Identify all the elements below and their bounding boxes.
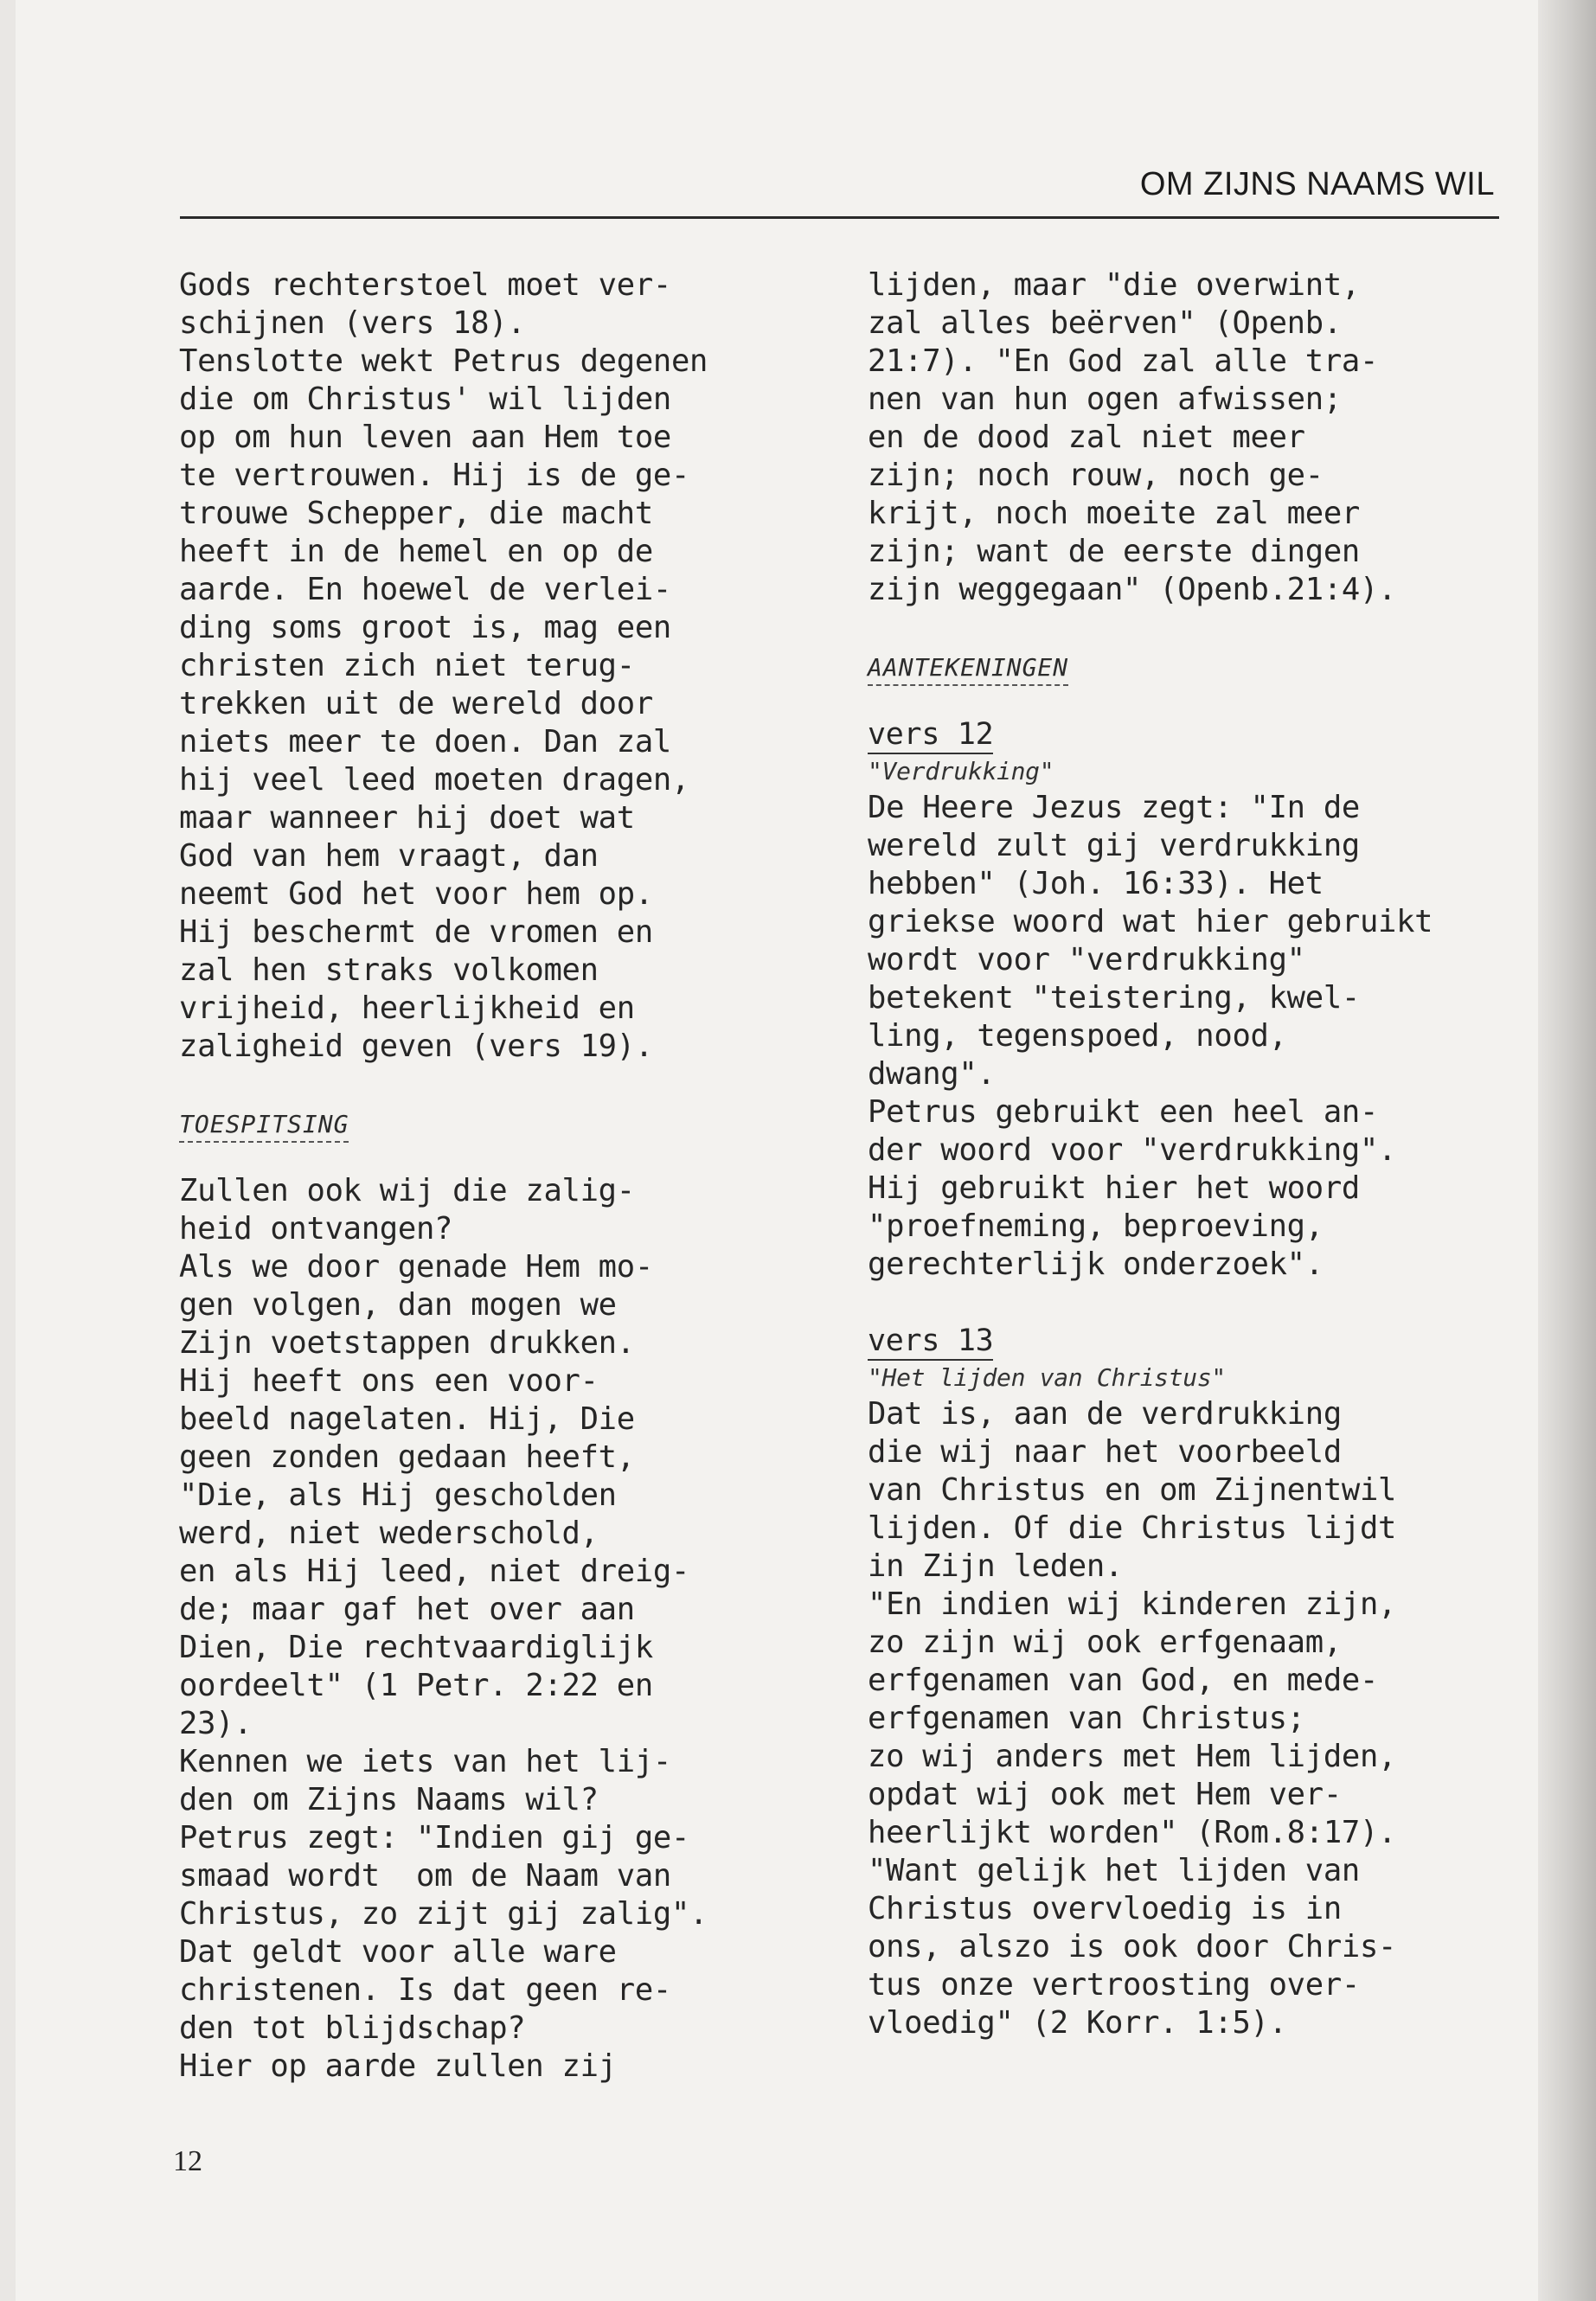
- note-subtitle: "Het lijden van Christus": [868, 1363, 1226, 1392]
- note-label: vers 13: [868, 1324, 993, 1361]
- left-paragraph-2: [179, 1172, 802, 2086]
- running-header-title: OM ZIJNS NAAMS WIL: [1139, 166, 1495, 202]
- text-line: zaligheid geven (vers 19).: [179, 1029, 653, 1064]
- text-line: zijn; want de eerste dingen: [868, 534, 1360, 569]
- text-line: aarde. En hoewel de verlei-: [179, 572, 671, 607]
- text-line: lijden. Of die Christus lijdt: [868, 1510, 1397, 1546]
- text-line: gerechterlijk onderzoek".: [868, 1247, 1324, 1282]
- text-line: van Christus en om Zijnentwil: [868, 1472, 1397, 1508]
- text-line: heeft in de hemel en op de: [179, 534, 653, 569]
- text-line: vrijheid, heerlijkheid en: [179, 990, 635, 1026]
- text-line: werd, niet wederschold,: [179, 1516, 599, 1551]
- text-line: "En indien wij kinderen zijn,: [868, 1586, 1397, 1622]
- header-rule: [180, 216, 1499, 219]
- text-line: lijden, maar "die overwint,: [868, 267, 1360, 303]
- text-line: hij veel leed moeten dragen,: [179, 762, 690, 798]
- text-line: Christus, zo zijt gij zalig".: [179, 1896, 708, 1932]
- text-line: smaad wordt om de Naam van: [179, 1858, 671, 1894]
- left-column: [179, 266, 802, 2086]
- text-line: "Want gelijk het lijden van: [868, 1853, 1360, 1888]
- text-line: vloedig" (2 Korr. 1:5).: [868, 2005, 1287, 2041]
- text-line: Dien, Die rechtvaardiglijk: [179, 1630, 653, 1665]
- text-line: Gods rechterstoel moet ver-: [179, 267, 671, 303]
- text-line: schijnen (vers 18).: [179, 305, 526, 341]
- text-line: oordeelt" (1 Petr. 2:22 en: [179, 1668, 653, 1703]
- text-line: den om Zijns Naams wil?: [179, 1782, 599, 1817]
- text-line: Hij gebruikt hier het woord: [868, 1170, 1360, 1206]
- note-text: [868, 789, 1499, 1284]
- text-line: wereld zult gij verdrukking: [868, 828, 1360, 863]
- text-line: den tot blijdschap?: [179, 2010, 526, 2046]
- text-line: Kennen we iets van het lij-: [179, 1744, 671, 1779]
- page-number: 12: [173, 2145, 202, 2177]
- text-line: Zullen ook wij die zalig-: [179, 1173, 635, 1208]
- text-line: De Heere Jezus zegt: "In de: [868, 790, 1360, 825]
- left-paragraph-1: [179, 266, 802, 1066]
- text-line: niets meer te doen. Dan zal: [179, 724, 671, 760]
- text-line: God van hem vraagt, dan: [179, 838, 599, 874]
- note-subtitle: "Verdrukking": [868, 757, 1054, 785]
- text-line: te vertrouwen. Hij is de ge-: [179, 458, 690, 493]
- text-line: Dat is, aan de verdrukking: [868, 1396, 1342, 1432]
- text-line: zo zijn wij ook erfgenaam,: [868, 1625, 1342, 1660]
- text-line: in Zijn leden.: [868, 1548, 1124, 1584]
- text-line: christen zich niet terug-: [179, 648, 635, 683]
- text-line: trouwe Schepper, die macht: [179, 496, 653, 531]
- text-line: betekent "teistering, kwel-: [868, 980, 1360, 1016]
- text-line: ding soms groot is, mag een: [179, 610, 671, 645]
- text-line: zijn; noch rouw, noch ge-: [868, 458, 1324, 493]
- right-paragraph-1: [868, 266, 1499, 609]
- text-line: maar wanneer hij doet wat: [179, 800, 635, 836]
- text-line: heid ontvangen?: [179, 1211, 453, 1247]
- text-line: en als Hij leed, niet dreig-: [179, 1554, 690, 1589]
- text-line: die wij naar het voorbeeld: [868, 1434, 1342, 1470]
- text-line: nen van hun ogen afwissen;: [868, 381, 1342, 417]
- text-line: christenen. Is dat geen re-: [179, 1972, 671, 2008]
- text-line: neemt God het voor hem op.: [179, 876, 653, 912]
- note-vers-13: [868, 1322, 1499, 2042]
- text-line: Zijn voetstappen drukken.: [179, 1325, 635, 1361]
- text-line: die om Christus' wil lijden: [179, 381, 671, 417]
- section-heading-aantekeningen: [868, 647, 1499, 686]
- text-line: beeld nagelaten. Hij, Die: [179, 1401, 635, 1437]
- text-line: der woord voor "verdrukking".: [868, 1132, 1397, 1168]
- text-line: heerlijkt worden" (Rom.8:17).: [868, 1815, 1397, 1850]
- text-line: Dat geldt voor alle ware: [179, 1934, 617, 1970]
- text-line: 23).: [179, 1706, 253, 1741]
- text-line: erfgenamen van God, en mede-: [868, 1663, 1379, 1698]
- text-line: zo wij anders met Hem lijden,: [868, 1739, 1397, 1774]
- text-line: Petrus zegt: "Indien gij ge-: [179, 1820, 690, 1856]
- text-line: trekken uit de wereld door: [179, 686, 653, 721]
- text-line: erfgenamen van Christus;: [868, 1701, 1305, 1736]
- text-line: opdat wij ook met Hem ver-: [868, 1777, 1342, 1812]
- text-line: krijt, noch moeite zal meer: [868, 496, 1360, 531]
- text-line: gen volgen, dan mogen we: [179, 1287, 617, 1323]
- heading-toespitsing: TOESPITSING: [179, 1110, 349, 1143]
- text-line: zijn weggegaan" (Openb.21:4).: [868, 572, 1397, 607]
- heading-aantekeningen: AANTEKENINGEN: [868, 653, 1068, 686]
- text-line: zal hen straks volkomen: [179, 952, 599, 988]
- text-line: zal alles beërven" (Openb.: [868, 305, 1342, 341]
- text-line: Petrus gebruikt een heel an-: [868, 1094, 1379, 1130]
- page-edge-shadow: [1538, 0, 1596, 2301]
- text-line: de; maar gaf het over aan: [179, 1592, 635, 1627]
- note-label: vers 12: [868, 717, 993, 754]
- text-line: Hij heeft ons een voor-: [179, 1363, 599, 1399]
- text-line: "proefneming, beproeving,: [868, 1208, 1324, 1244]
- text-line: Hij beschermt de vromen en: [179, 914, 653, 950]
- section-heading-toespitsing: [179, 1104, 802, 1143]
- text-line: geen zonden gedaan heeft,: [179, 1439, 635, 1475]
- text-line: ons, alszo is ook door Chris-: [868, 1929, 1397, 1965]
- text-line: Tenslotte wekt Petrus degenen: [179, 343, 708, 379]
- text-line: tus onze vertroosting over-: [868, 1967, 1360, 2003]
- text-line: wordt voor "verdrukking": [868, 942, 1305, 977]
- text-line: Als we door genade Hem mo-: [179, 1249, 653, 1285]
- text-line: griekse woord wat hier gebruikt: [868, 904, 1433, 939]
- note-text: [868, 1395, 1499, 2042]
- text-line: "Die, als Hij gescholden: [179, 1477, 617, 1513]
- text-line: Christus overvloedig is in: [868, 1891, 1342, 1926]
- text-line: hebben" (Joh. 16:33). Het: [868, 866, 1324, 901]
- text-line: dwang".: [868, 1056, 996, 1092]
- text-line: ling, tegenspoed, nood,: [868, 1018, 1287, 1054]
- note-vers-12: [868, 715, 1499, 1284]
- text-line: en de dood zal niet meer: [868, 420, 1305, 455]
- text-line: op om hun leven aan Hem toe: [179, 420, 671, 455]
- right-column: [868, 266, 1499, 2042]
- text-line: Hier op aarde zullen zij: [179, 2048, 617, 2084]
- text-line: 21:7). "En God zal alle tra-: [868, 343, 1379, 379]
